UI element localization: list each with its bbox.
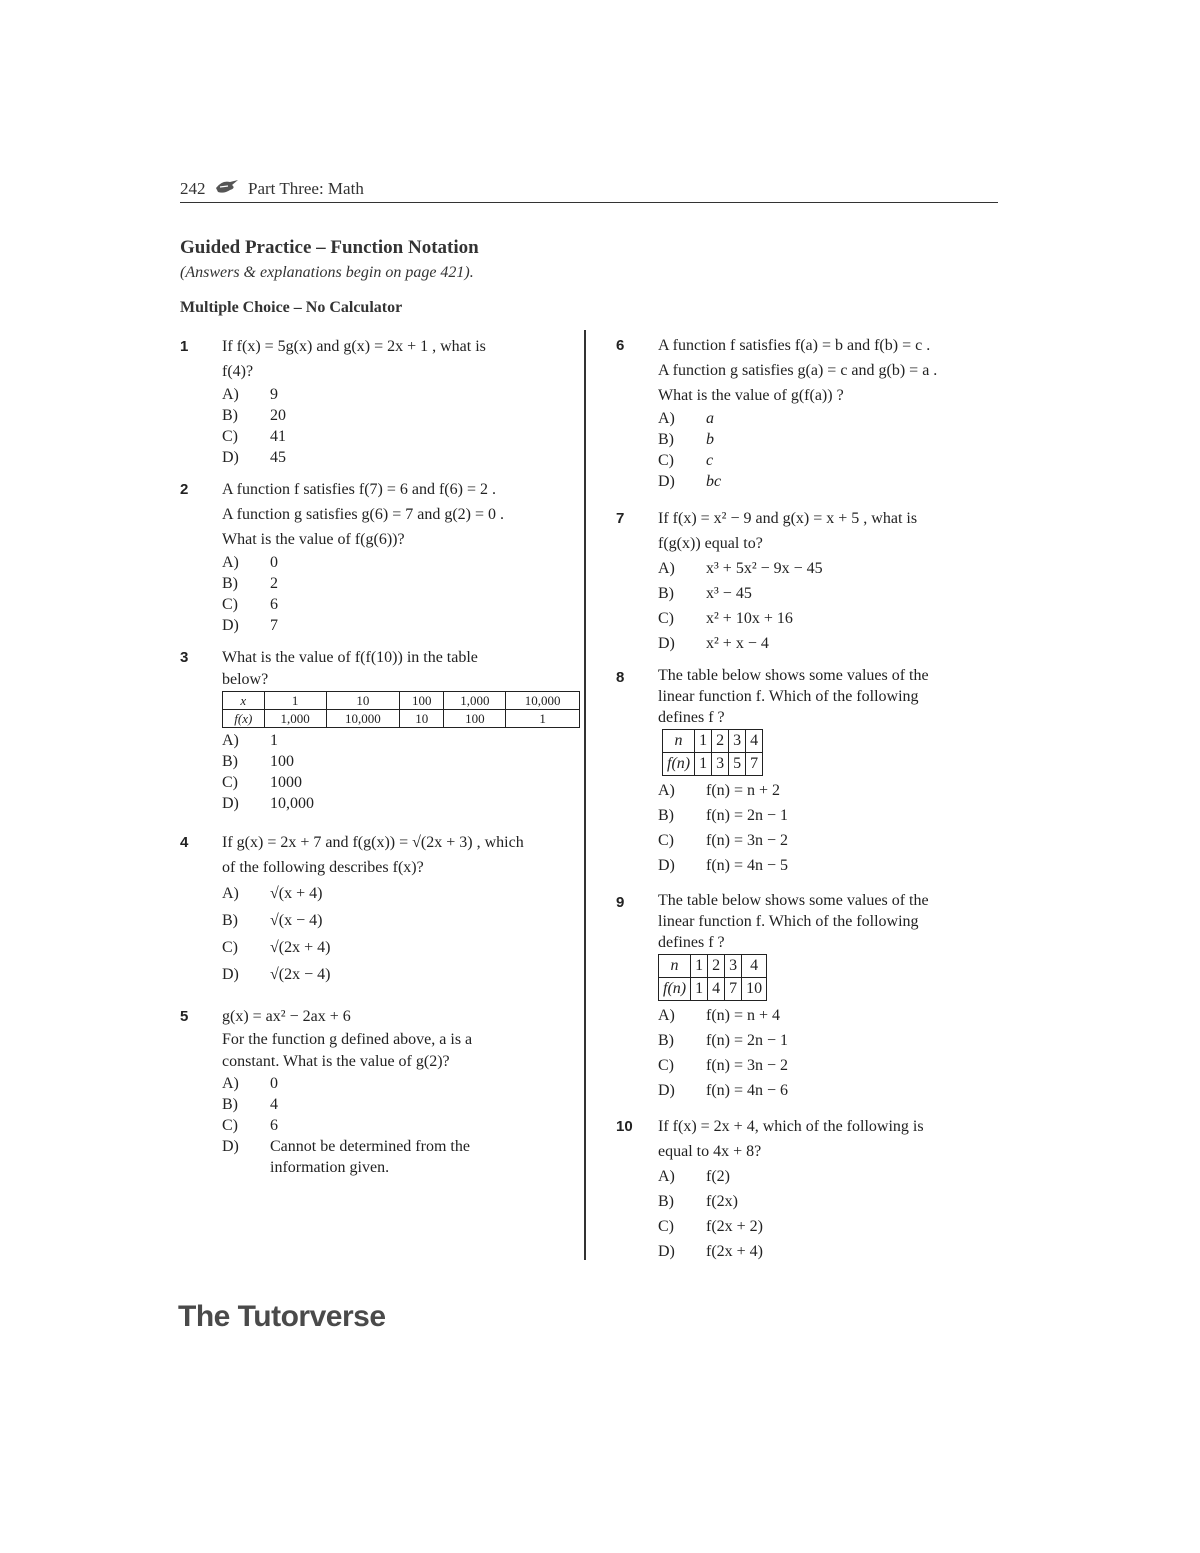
column-divider (584, 330, 586, 1260)
question-number: 5 (180, 1008, 189, 1025)
question-stem: If f(x) = 5g(x) and g(x) = 2x + 1 , what is (222, 338, 486, 355)
question-stem: g(x) = ax² − 2ax + 6 (222, 1008, 351, 1025)
question-stem: f(g(x)) equal to? (658, 535, 763, 552)
answer-option[interactable]: B) x³ − 45 (658, 585, 752, 602)
question-stem: If g(x) = 2x + 7 and f(g(x)) = √(2x + 3) , which (222, 834, 524, 851)
question-number: 10 (616, 1118, 633, 1135)
question-stem: If f(x) = 2x + 4, which of the following is (658, 1118, 924, 1135)
answer-option[interactable]: C) 1000 (222, 774, 302, 791)
running-header (180, 178, 998, 203)
answer-option[interactable]: D) f(n) = 4n − 6 (658, 1082, 789, 1099)
page-subtitle: (Answers & explanations begin on page 421). (180, 264, 474, 281)
answer-option[interactable]: C) c (658, 452, 714, 469)
answer-option[interactable]: B) 4 (222, 1096, 278, 1113)
answer-option[interactable]: C) 6 (222, 1117, 278, 1134)
question-stem: A function f satisfies f(a) = b and f(b) = c . (658, 337, 931, 354)
answer-option-continued: information given. (270, 1159, 390, 1176)
answer-option[interactable]: A) a (658, 410, 714, 427)
question-stem: The table below shows some values of the (658, 667, 929, 684)
answer-option[interactable]: B) b (658, 431, 714, 448)
answer-option[interactable]: B) 20 (222, 407, 286, 424)
question-stem: linear function f. Which of the following (658, 913, 919, 930)
answer-option[interactable]: C) 41 (222, 428, 286, 445)
page-title: Guided Practice – Function Notation (180, 237, 479, 258)
answer-option[interactable]: D) 7 (222, 617, 278, 634)
answer-option[interactable]: D) x² + x − 4 (658, 635, 769, 652)
answer-option[interactable]: A) 0 (222, 554, 278, 571)
question-number: 9 (616, 894, 625, 911)
brand-wordmark: The Tutorverse (178, 1300, 386, 1333)
question-stem: below? (222, 671, 269, 688)
answer-option[interactable]: B) √(x − 4) (222, 912, 323, 929)
question-stem: defines f ? (658, 934, 725, 951)
question-stem: For the function g defined above, a is a (222, 1031, 473, 1048)
answer-option[interactable]: B) 100 (222, 753, 294, 770)
question-number: 7 (616, 510, 625, 527)
answer-option[interactable]: D) f(n) = 4n − 5 (658, 857, 789, 874)
question-stem: The table below shows some values of the (658, 892, 929, 909)
question-stem: What is the value of f(g(6))? (222, 531, 405, 548)
answer-option[interactable]: C) f(n) = 3n − 2 (658, 1057, 789, 1074)
answer-option[interactable]: B) f(2x) (658, 1193, 738, 1210)
answer-option[interactable]: B) 2 (222, 575, 278, 592)
function-table: n 1 2 3 4 f(n) 1 4 7 10 (658, 954, 767, 1001)
question-stem: If f(x) = x² − 9 and g(x) = x + 5 , what is (658, 510, 918, 527)
answer-option[interactable]: C) f(n) = 3n − 2 (658, 832, 789, 849)
question-stem: A function g satisfies g(6) = 7 and g(2) = 0 . (222, 506, 504, 523)
answer-option[interactable]: A) f(n) = n + 2 (658, 782, 781, 799)
question-number: 8 (616, 669, 625, 686)
answer-option[interactable]: D) 10,000 (222, 795, 314, 812)
question-stem: f(4)? (222, 363, 254, 380)
question-stem: What is the value of f(f(10)) in the table (222, 649, 478, 666)
question-stem: A function f satisfies f(7) = 6 and f(6) = 2 . (222, 481, 496, 498)
answer-option[interactable]: C) 6 (222, 596, 278, 613)
function-table: n 1 2 3 4 f(n) 1 3 5 7 (662, 729, 763, 776)
answer-option[interactable]: C) f(2x + 2) (658, 1218, 764, 1235)
answer-option[interactable]: A) f(n) = n + 4 (658, 1007, 781, 1024)
page-number: 242 (180, 179, 206, 198)
question-stem: equal to 4x + 8? (658, 1143, 762, 1160)
section-heading: Multiple Choice – No Calculator (180, 299, 403, 316)
question-number: 4 (180, 834, 189, 851)
question-number: 1 (180, 338, 189, 355)
answer-option[interactable]: D) Cannot be determined from the (222, 1138, 470, 1155)
function-table: x 1 10 100 1,000 10,000 f(x) 1,000 10,000 10 100 1 (222, 691, 580, 728)
answer-option[interactable]: D) bc (658, 473, 722, 490)
answer-option[interactable]: D) 45 (222, 449, 286, 466)
question-stem: defines f ? (658, 709, 725, 726)
question-stem: What is the value of g(f(a)) ? (658, 387, 844, 404)
answer-option[interactable]: C) √(2x + 4) (222, 939, 331, 956)
answer-option[interactable]: A) x³ + 5x² − 9x − 45 (658, 560, 823, 577)
answer-option[interactable]: D) √(2x − 4) (222, 966, 331, 983)
answer-option[interactable]: B) f(n) = 2n − 1 (658, 807, 789, 824)
answer-option[interactable]: A) 0 (222, 1075, 278, 1092)
answer-option[interactable]: D) f(2x + 4) (658, 1243, 764, 1260)
question-stem: constant. What is the value of g(2)? (222, 1053, 450, 1070)
question-number: 2 (180, 481, 189, 498)
question-number: 3 (180, 649, 189, 666)
question-stem: linear function f. Which of the following (658, 688, 919, 705)
question-stem: of the following describes f(x)? (222, 859, 424, 876)
answer-option[interactable]: A) f(2) (658, 1168, 730, 1185)
question-number: 6 (616, 337, 625, 354)
question-stem: A function g satisfies g(a) = c and g(b) = a . (658, 362, 938, 379)
answer-option[interactable]: C) x² + 10x + 16 (658, 610, 793, 627)
answer-option[interactable]: A) √(x + 4) (222, 885, 323, 902)
answer-option[interactable]: B) f(n) = 2n − 1 (658, 1032, 789, 1049)
tutorverse-logo-icon (214, 178, 240, 196)
answer-option[interactable]: A) 1 (222, 732, 278, 749)
header-section: Part Three: Math (248, 179, 364, 198)
answer-option[interactable]: A) 9 (222, 386, 278, 403)
